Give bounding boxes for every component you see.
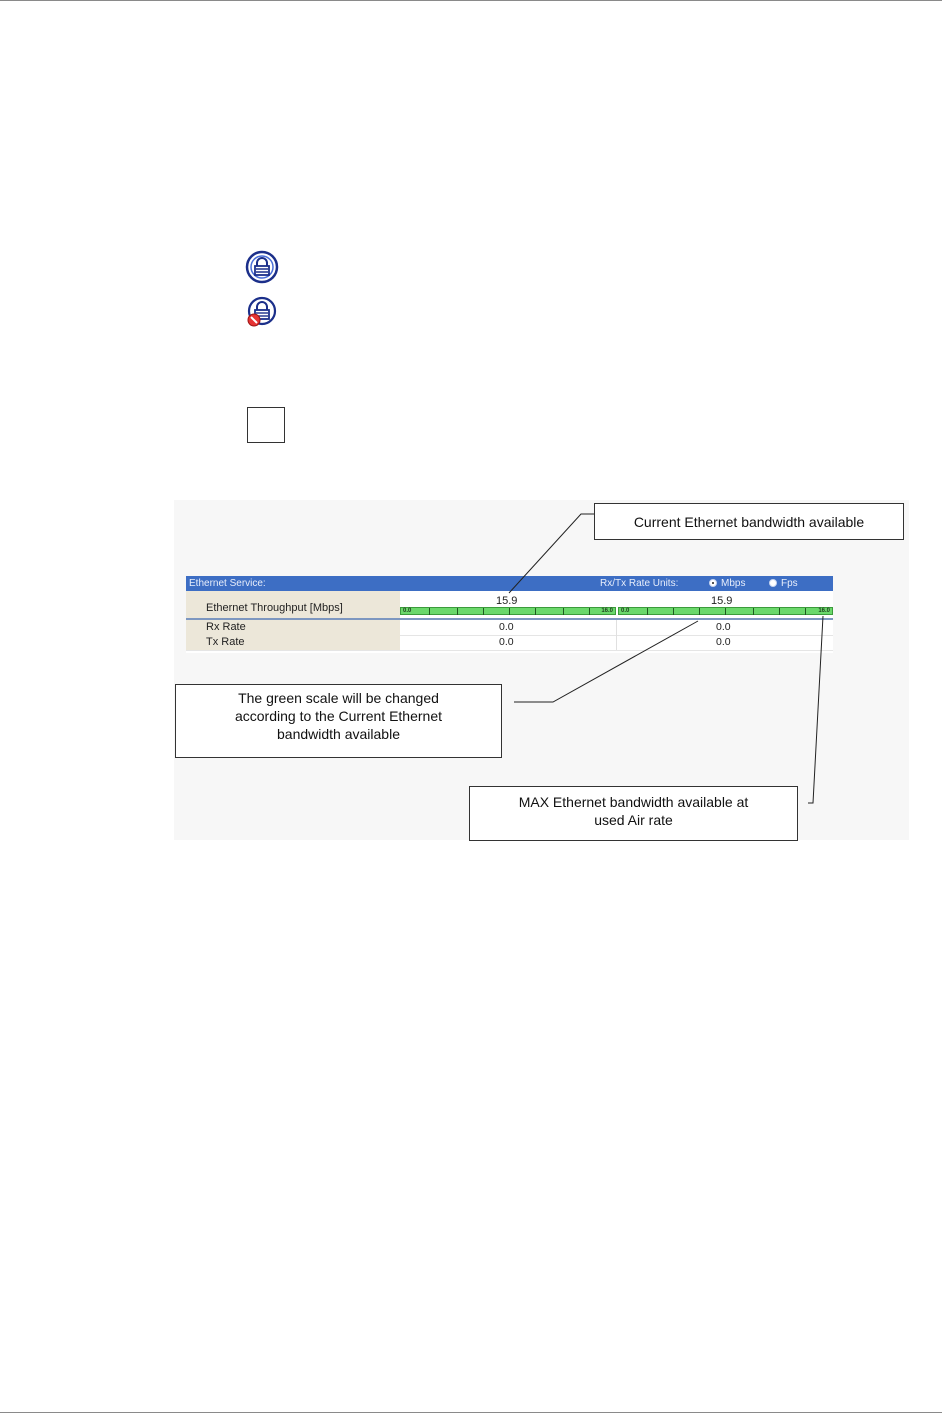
scale-tick xyxy=(647,608,648,615)
callout-max-bandwidth xyxy=(469,786,798,841)
rx-rate-row xyxy=(186,620,833,636)
callout-current-bandwidth-text: Current Ethernet bandwidth available xyxy=(633,514,865,530)
scale-tick xyxy=(805,608,806,615)
lock-disabled-icon xyxy=(245,295,279,329)
unit-mbps-radio[interactable] xyxy=(709,579,717,587)
scale-tick xyxy=(535,608,536,615)
column-divider xyxy=(616,635,617,650)
unit-mbps-label: Mbps xyxy=(721,578,746,589)
throughput-scale-a xyxy=(400,607,616,615)
tx-label-cell xyxy=(186,635,400,650)
units-label: Rx/Tx Rate Units: xyxy=(600,578,679,589)
scale-max-b: 16.0 xyxy=(818,608,830,614)
callout-max-bandwidth-line1: MAX Ethernet bandwidth available at xyxy=(518,794,749,810)
tx-rate-row xyxy=(186,635,833,651)
throughput-label-cell xyxy=(186,591,400,618)
throughput-scale-b xyxy=(618,607,833,615)
rx-label: Rx Rate xyxy=(206,621,246,633)
column-divider xyxy=(616,620,617,635)
scale-tick xyxy=(673,608,674,615)
scale-tick xyxy=(589,608,590,615)
rx-label-cell xyxy=(186,620,400,635)
callout-green-scale-line3: bandwidth available xyxy=(277,726,400,742)
callout-max-bandwidth-line2: used Air rate xyxy=(594,812,673,828)
tx-label: Tx Rate xyxy=(206,636,245,648)
callout-green-scale-line2: according to the Current Ethernet xyxy=(234,708,442,724)
tx-value-b: 0.0 xyxy=(716,636,731,648)
scale-tick xyxy=(753,608,754,615)
lock-icon xyxy=(245,250,279,284)
scale-tick xyxy=(699,608,700,615)
callout-current-bandwidth xyxy=(594,503,904,540)
throughput-row xyxy=(186,591,833,620)
rx-value-a: 0.0 xyxy=(499,621,514,633)
scale-tick xyxy=(483,608,484,615)
top-rule xyxy=(0,0,942,1)
scale-min-a: 0.0 xyxy=(403,608,412,614)
throughput-value-b: 15.9 xyxy=(711,595,733,607)
scale-tick xyxy=(457,608,458,615)
tx-value-a: 0.0 xyxy=(499,636,514,648)
panel-header xyxy=(186,576,833,591)
rx-value-b: 0.0 xyxy=(716,621,731,633)
scale-max-a: 16.0 xyxy=(601,608,613,614)
scale-tick xyxy=(509,608,510,615)
scale-tick xyxy=(563,608,564,615)
empty-checkbox[interactable] xyxy=(247,407,285,443)
ethernet-service-panel xyxy=(186,576,833,653)
bottom-rule xyxy=(0,1412,942,1413)
scale-tick xyxy=(779,608,780,615)
panel-title: Ethernet Service: xyxy=(189,578,266,589)
scale-tick xyxy=(429,608,430,615)
scale-tick xyxy=(725,608,726,615)
callout-green-scale xyxy=(175,684,502,758)
callout-green-scale-line1: The green scale will be changed xyxy=(238,690,439,706)
unit-fps-radio[interactable] xyxy=(769,579,777,587)
throughput-value-a: 15.9 xyxy=(496,595,518,607)
throughput-label: Ethernet Throughput [Mbps] xyxy=(206,602,343,614)
scale-min-b: 0.0 xyxy=(621,608,630,614)
unit-fps-label: Fps xyxy=(781,578,798,589)
